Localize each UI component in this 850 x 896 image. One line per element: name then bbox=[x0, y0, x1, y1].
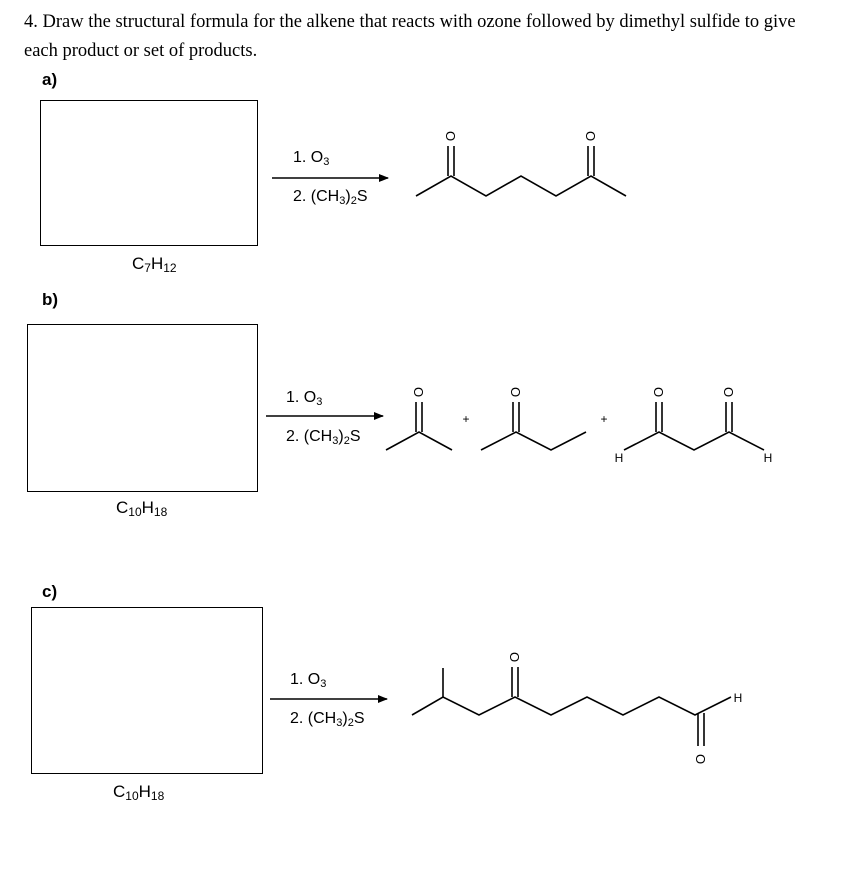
part-a-oxygen-atom: O bbox=[583, 130, 598, 142]
part-a-product-molecule bbox=[416, 146, 626, 196]
part-c-hydrogen-atom: H bbox=[733, 691, 743, 705]
part-b-hydrogen-atom: H bbox=[763, 451, 773, 465]
part-b-product-dialdehyde bbox=[624, 402, 764, 450]
part-b-oxygen-atom: O bbox=[508, 386, 523, 398]
part-b-oxygen-atom: O bbox=[721, 386, 736, 398]
part-c-oxygen-atom: O bbox=[693, 753, 708, 765]
part-b-formula: $C_{10}H_{18}$ bbox=[116, 498, 168, 519]
part-b-oxygen-atom: O bbox=[411, 386, 426, 398]
part-b-plus-sign: + bbox=[462, 412, 470, 426]
part-c-oxygen-atom: O bbox=[507, 651, 522, 663]
part-b-label: b) bbox=[42, 290, 59, 309]
part-a-reagent-step1: 1. $O_3$ bbox=[293, 149, 330, 168]
part-a-reagent-step2: 2. $(CH_3)_2S$ bbox=[293, 188, 368, 207]
part-c-formula: $C_{10}H_{18}$ bbox=[113, 782, 165, 803]
part-b-reagent-step1: 1. $O_3$ bbox=[286, 389, 323, 408]
part-b-reagent-step2: 2. $(CH_3)_2S$ bbox=[286, 428, 361, 447]
part-a-formula: $C_7H_{12}$ bbox=[132, 254, 177, 275]
part-c-reagent-step1: 1. $O_3$ bbox=[290, 671, 327, 690]
part-c-reagent-step2: 2. $(CH_3)_2S$ bbox=[290, 710, 365, 729]
question-text: 4. Draw the structural formula for the alkene that reacts with ozone followed by dimethyl sulfide to give each product or set of products. bbox=[24, 12, 796, 61]
part-b-plus-sign: + bbox=[600, 412, 608, 426]
part-b-product-butanone bbox=[481, 402, 586, 450]
part-a-label: a) bbox=[42, 70, 58, 89]
part-b-product-acetone bbox=[386, 402, 452, 450]
part-c-label: c) bbox=[42, 582, 58, 601]
part-c-product-molecule bbox=[412, 667, 731, 746]
part-b-oxygen-atom: O bbox=[651, 386, 666, 398]
part-a-oxygen-atom: O bbox=[443, 130, 458, 142]
part-b-hydrogen-atom: H bbox=[614, 451, 624, 465]
